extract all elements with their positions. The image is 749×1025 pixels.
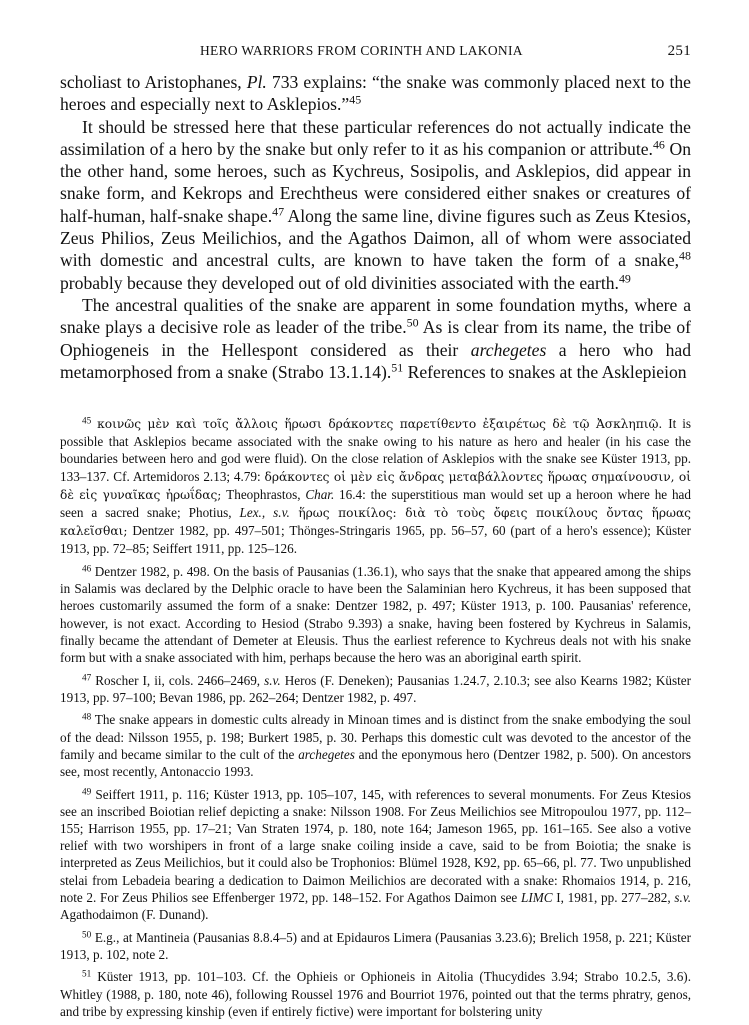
footnote-ref-51[interactable]: 51 [391,360,404,375]
footnote-51 [60,968,691,1020]
footnote-number: 48 [82,711,92,722]
footnotes [60,415,691,1025]
text-run: Küster 1913, pp. 101–103. Cf. the Ophieis or Ophioneis in Aitolia (Thucydides 3.94; Strabo 10.2.5, 3.6). Whitley (1988, p. 180, note 46), following Roussel 1976 and Bourriot 1976, pointed out that the terms phratry, genos, and tribe by expressing kinship (even if entirely fictive) were important for bolstering unity [60,969,691,1019]
footnote-ref-48[interactable]: 48 [679,248,691,263]
footnote-47 [60,672,691,706]
footnote-ref-50[interactable]: 50 [406,315,419,330]
footnote-number: 51 [82,968,92,979]
greek-quote: ἥρως ποικίλος: διὰ τὸ τοὺς ὄφεις ποικίλους ὄντας ἥρωας καλεῖσθαι; [60,506,692,539]
footnote-number: 49 [82,786,92,797]
text-run: References to snakes at the Asklepieion [403,361,687,382]
text-run: Dentzer 1982, pp. 497–501; Thönges-Stringaris 1965, pp. 56–57, 60 (part of a hero's essence); Küster 1913, pp. 72–85; Seiffert 1911, pp. 125–126. [60,523,691,557]
footnote-46 [60,563,691,666]
italic-run: Lex., s.v. [239,505,290,521]
body-text [60,71,691,383]
text-run: 733 explains: “the snake was commonly placed next to the heroes and especially next to Asklepios.” [60,72,691,115]
footnote-48 [60,711,691,780]
text-run: and the eponymous hero (Dentzer 1982, p. 500). On ancestors see, most recently, Antonaccio 1993. [60,746,691,780]
text-run: Along the same line, divine figures such as Zeus Ktesios, Zeus Philios, Zeus Meilichios, and the Agathos Daimon, all of whom were associated with domestic and ancestral cults, are known to have taken the form of a snake, [60,205,691,271]
footnote-number: 45 [82,415,92,426]
footnote-ref-47[interactable]: 47 [272,204,285,219]
text-run: The ancestral qualities of the snake are apparent in some foundation myths, where a snake plays a decisive role as leader of the tribe. [60,294,691,338]
text-run: On the other hand, some heroes, such as Kychreus, Sosipolis, and Asklepios, did appear in snake form, and Kekrops and Erechtheus were considered either snakes or creatures of half-human, half-snake shape. [60,138,692,226]
footnote-45 [60,415,691,558]
text-run: It should be stressed here that these particular references do not actually indicate the assimilation of a hero by the snake but only refer to it as his companion or attribute. [60,116,691,159]
text-run: a hero who had metamorphosed from a snake (Strabo 13.1.14). [60,339,691,382]
text-run: Theophrastos, [221,486,306,502]
italic-run: Pl. [246,72,267,92]
text-run: I, 1981, pp. 277–282, [552,889,675,905]
footnote-number: 47 [82,672,92,683]
page-number: 251 [667,43,691,59]
italic-run: Char. [305,486,335,502]
italic-run: s.v. [674,889,691,905]
footnote-ref-46[interactable]: 46 [652,137,665,152]
greek-quote: δράκοντες οἱ μὲν εἰς ἄνδρας μεταβάλλοντες ἥρωας σημαίνουσιν, οἱ δὲ εἰς γυναῖκας ἡρωΐδας; [60,469,692,502]
italic-run: archegetes [298,746,355,762]
paragraph-3 [60,294,691,383]
running-head [60,43,691,63]
italic-run: LIMC [521,889,553,905]
paragraph-1 [60,71,691,116]
footnote-number: 50 [82,929,92,940]
footnote-49 [60,786,691,924]
footnote-ref-45[interactable]: 45 [349,92,362,107]
text-run: Heros (F. Deneken); Pausanias 1.24.7, 2.10.3; see also Kearns 1982; Küster 1913, pp. 97–100; Bevan 1986, pp. 262–264; Dentzer 1982, p. 497. [60,672,691,705]
greek-quote: κοινῶς μὲν καὶ τοῖς ἄλλοις ἥρωσι δράκοντες παρετίθεντο ἐξαιρέτως δὲ τῷ Ἀσκληπιῷ. [97,417,663,431]
text-run: Seiffert 1911, p. 116; Küster 1913, pp. 105–107, 145, with references to several monuments. For Zeus Ktesios see an inscribed Boiotian relief depicting a snake: Nilsson 1908. For Zeus Meilichios see Mitropoulou 1977, pp. 112–155; Harrison 1955, pp. 17–21; Van Straten 1974, p. 180, note 164; Jameson 1965, pp. 161–165. See also a votive relief with two worshipers in front of a large snake coiling inside a cave, said to be from Boiotia; the snake is interpreted as Zeus Meilichios, but it could also be Trophonios: Blümel 1928, K92, pp. 65–66, pl. 77. Two unpublished stelai from Lebadeia bearing a dedication to Daimon Meilichios are decorated with a snake: Rhomaios 1914, p. 216, note 2. For Zeus Philios see Effenberger 1972, pp. 148–152. For Agathos Daimon see [60,786,692,905]
text-run: E.g., at Mantineia (Pausanias 8.8.4–5) and at Epidauros Limera (Pausanias 3.23.6); Brelich 1958, p. 221; Küster 1913, p. 102, note 2. [60,929,692,962]
running-title: HERO WARRIORS FROM CORINTH AND LAKONIA [200,43,523,58]
italic-run: s.v. [264,672,281,688]
footnote-number: 46 [82,563,92,574]
text-run: 16.4: the superstitious man would set up a heroon where he had seen a sacred snake; Photius, [60,486,691,521]
text-run: probably because they developed out of old divinities associated with the earth. [60,272,619,293]
footnote-50 [60,929,691,963]
text-run: As is clear from its name, the tribe of Ophiogeneis in the Hellespont considered as their [60,317,691,360]
text-run: Agathodaimon (F. Dunand). [60,907,209,923]
italic-run: archegetes [470,339,547,360]
text-run: Roscher I, ii, cols. 2466–2469, [95,672,265,688]
text-run: The snake appears in domestic cults already in Minoan times and is distinct from the snake embodying the soul of the dead: Nilsson 1955, p. 198; Burkert 1985, p. 30. Perhaps this domestic cult was devoted to the ancestor of the family and became similar to the cult of the [60,712,691,762]
text-run: scholiast to Aristophanes, [60,72,247,92]
text-run: It is possible that Asklepios became associated with the snake owing to his nature as hero and healer (in his case the boundaries between hero and god were fluid). On the close relation of Asklepios with the snake see Küster 1913, pp. 133–137. Cf. Artemidoros 2.13; 4.79: [60,416,691,484]
footnote-ref-49[interactable]: 49 [618,271,631,286]
text-run: Dentzer 1982, p. 498. On the basis of Pausanias (1.36.1), who says that the snake that appeared among the ships in Salamis was declared by the Delphic oracle to have been the Salaminian hero Kychreus, it has been supposed that heroes customarily assumed the form of a snake: Dentzer 1982, p. 497; Küster 1913, p. 100. Pausanias' reference, however, is not exact. According to Hesiod (Strabo 9.393) a snake, having been fostered by Kychreus in Salamis, finally became the attendant of Demeter at Eleusis. Thus the earliest reference to Kychreus deals not with his snake form but with a snake associated with him, perhaps because the hero was an aboriginal earth spirit. [60,564,691,666]
paragraph-2 [60,116,691,294]
